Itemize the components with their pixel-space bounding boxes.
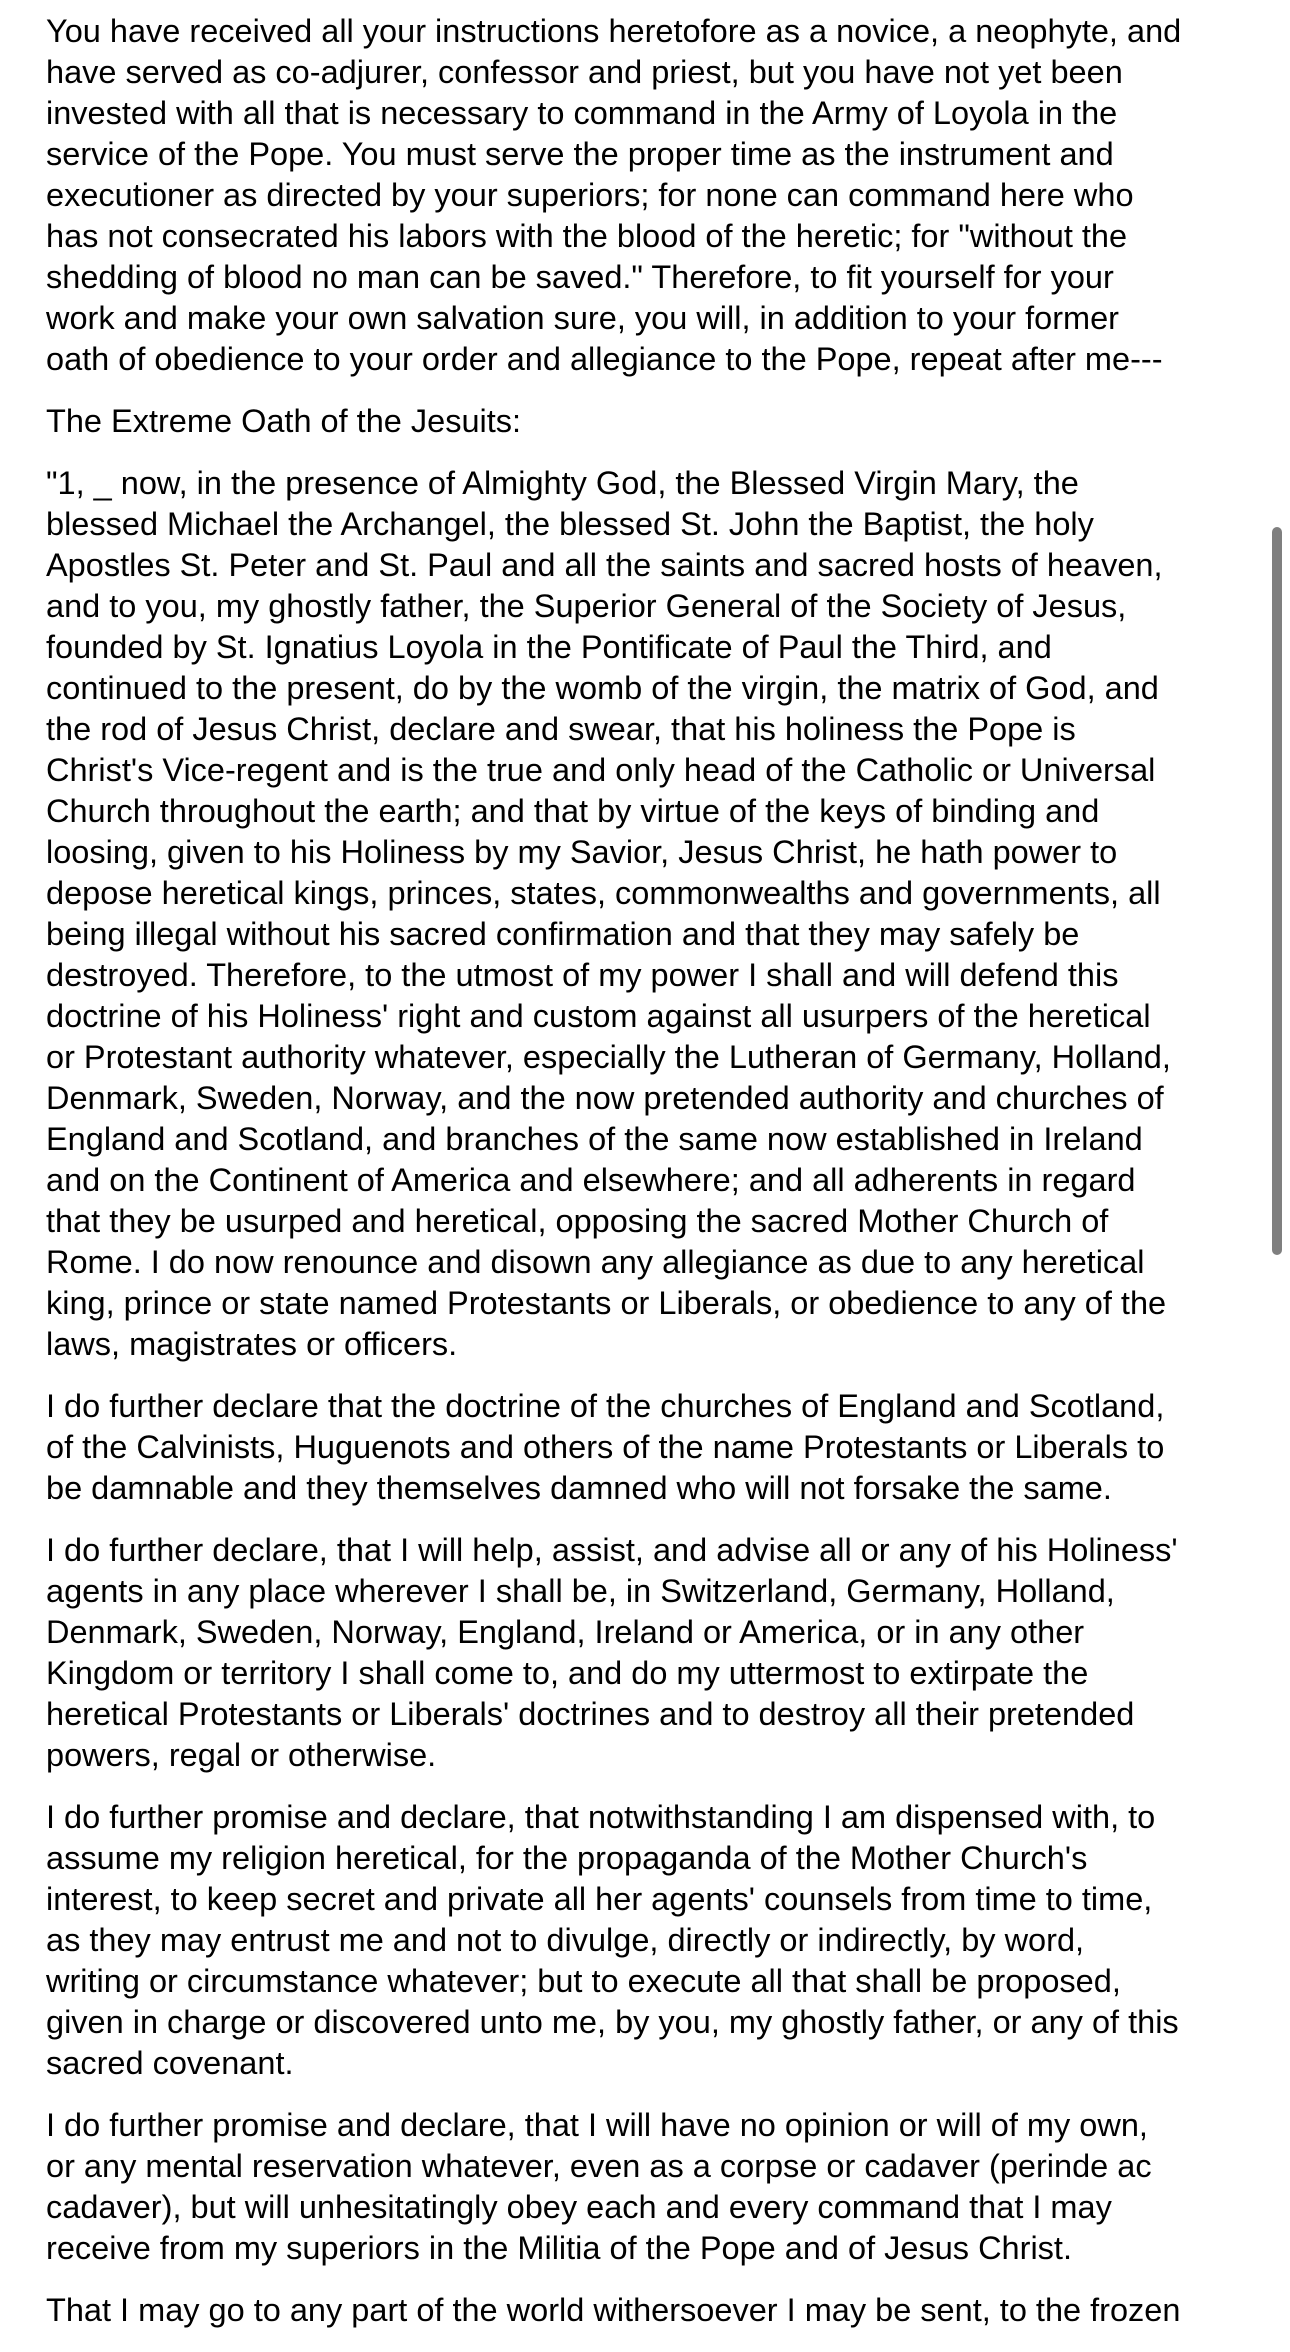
text-line: receive from my superiors in the Militia of the Pope and of Jesus Christ.: [46, 2230, 1072, 2266]
heading-text: The Extreme Oath of the Jesuits:: [46, 403, 522, 439]
text-line: loosing, given to his Holiness by my Savior, Jesus Christ, he hath power to: [46, 834, 1118, 870]
text-line: depose heretical kings, princes, states, commonwealths and governments, all: [46, 875, 1161, 911]
text-line: agents in any place wherever I shall be, in Switzerland, Germany, Holland,: [46, 1573, 1115, 1609]
text-line: writing or circumstance whatever; but to execute all that shall be proposed,: [46, 1963, 1121, 1999]
text-line: the rod of Jesus Christ, declare and swear, that his holiness the Pope is: [46, 711, 1076, 747]
text-line: shedding of blood no man can be saved." Therefore, to fit yourself for your: [46, 259, 1114, 295]
text-line: have served as co-adjurer, confessor and priest, but you have not yet been: [46, 54, 1123, 90]
text-line: service of the Pope. You must serve the proper time as the instrument and: [46, 136, 1114, 172]
oath-paragraph-6: [46, 2290, 1266, 2331]
text-line: Kingdom or territory I shall come to, and do my uttermost to extirpate the: [46, 1655, 1089, 1691]
text-line: that they be usurped and heretical, opposing the sacred Mother Church of: [46, 1203, 1109, 1239]
text-line: I do further promise and declare, that I will have no opinion or will of my own,: [46, 2107, 1148, 2143]
text-line: Church throughout the earth; and that by virtue of the keys of binding and: [46, 793, 1100, 829]
oath-paragraph-4: [46, 1797, 1266, 2084]
text-line: be damnable and they themselves damned who will not forsake the same.: [46, 1470, 1112, 1506]
text-line: work and make your own salvation sure, you will, in addition to your former: [46, 300, 1119, 336]
text-line: as they may entrust me and not to divulge, directly or indirectly, by word,: [46, 1922, 1085, 1958]
text-line: destroyed. Therefore, to the utmost of my power I shall and will defend this: [46, 957, 1119, 993]
text-line: Apostles St. Peter and St. Paul and all the saints and sacred hosts of heaven,: [46, 547, 1163, 583]
text-line: or Protestant authority whatever, especially the Lutheran of Germany, Holland,: [46, 1039, 1171, 1075]
text-line: continued to the present, do by the womb of the virgin, the matrix of God, and: [46, 670, 1159, 706]
oath-paragraph-1: [46, 463, 1266, 1365]
text-line: oath of obedience to your order and allegiance to the Pope, repeat after me---: [46, 341, 1163, 377]
text-line: being illegal without his sacred confirmation and that they may safely be: [46, 916, 1080, 952]
text-line: Christ's Vice-regent and is the true and only head of the Catholic or Universal: [46, 752, 1156, 788]
text-line: I do further declare that the doctrine of the churches of England and Scotland,: [46, 1388, 1165, 1424]
text-line: You have received all your instructions heretofore as a novice, a neophyte, and: [46, 13, 1182, 49]
oath-heading: [46, 401, 1266, 442]
text-line: and to you, my ghostly father, the Superior General of the Society of Jesus,: [46, 588, 1127, 624]
text-line: sacred covenant.: [46, 2045, 294, 2081]
text-line: founded by St. Ignatius Loyola in the Pontificate of Paul the Third, and: [46, 629, 1052, 665]
text-line: Denmark, Sweden, Norway, and the now pretended authority and churches of: [46, 1080, 1164, 1116]
oath-paragraph-2: [46, 1386, 1266, 1509]
text-line: I do further declare, that I will help, assist, and advise all or any of his Holiness': [46, 1532, 1178, 1568]
text-line: and on the Continent of America and elsewhere; and all adherents in regard: [46, 1162, 1136, 1198]
text-line: That I may go to any part of the world withersoever I may be sent, to the frozen: [46, 2292, 1181, 2328]
document-body: [46, 11, 1266, 2352]
text-line: laws, magistrates or officers.: [46, 1326, 458, 1362]
text-line: blessed Michael the Archangel, the blessed St. John the Baptist, the holy: [46, 506, 1094, 542]
text-line: has not consecrated his labors with the blood of the heretic; for "without the: [46, 218, 1128, 254]
text-line: assume my religion heretical, for the propaganda of the Mother Church's: [46, 1840, 1088, 1876]
text-line: powers, regal or otherwise.: [46, 1737, 437, 1773]
text-line: invested with all that is necessary to command in the Army of Loyola in the: [46, 95, 1118, 131]
text-line: interest, to keep secret and private all her agents' counsels from time to time,: [46, 1881, 1153, 1917]
text-line: I do further promise and declare, that notwithstanding I am dispensed with, to: [46, 1799, 1156, 1835]
scrollbar-thumb[interactable]: [1272, 527, 1282, 1255]
text-line: heretical Protestants or Liberals' doctrines and to destroy all their pretended: [46, 1696, 1135, 1732]
text-line: cadaver), but will unhesitatingly obey each and every command that I may: [46, 2189, 1112, 2225]
text-line: king, prince or state named Protestants or Liberals, or obedience to any of the: [46, 1285, 1167, 1321]
text-line: of the Calvinists, Huguenots and others of the name Protestants or Liberals to: [46, 1429, 1165, 1465]
text-line: given in charge or discovered unto me, by you, my ghostly father, or any of this: [46, 2004, 1179, 2040]
text-line: Rome. I do now renounce and disown any allegiance as due to any heretical: [46, 1244, 1145, 1280]
oath-paragraph-5: [46, 2105, 1266, 2269]
text-line: executioner as directed by your superiors; for none can command here who: [46, 177, 1134, 213]
text-line: or any mental reservation whatever, even as a corpse or cadaver (perinde ac: [46, 2148, 1152, 2184]
oath-paragraph-3: [46, 1530, 1266, 1776]
text-line: doctrine of his Holiness' right and custom against all usurpers of the heretical: [46, 998, 1151, 1034]
text-line: England and Scotland, and branches of the same now established in Ireland: [46, 1121, 1143, 1157]
text-line: Denmark, Sweden, Norway, England, Ireland or America, or in any other: [46, 1614, 1085, 1650]
intro-paragraph: [46, 11, 1266, 380]
text-line: "1, _ now, in the presence of Almighty God, the Blessed Virgin Mary, the: [46, 465, 1079, 501]
